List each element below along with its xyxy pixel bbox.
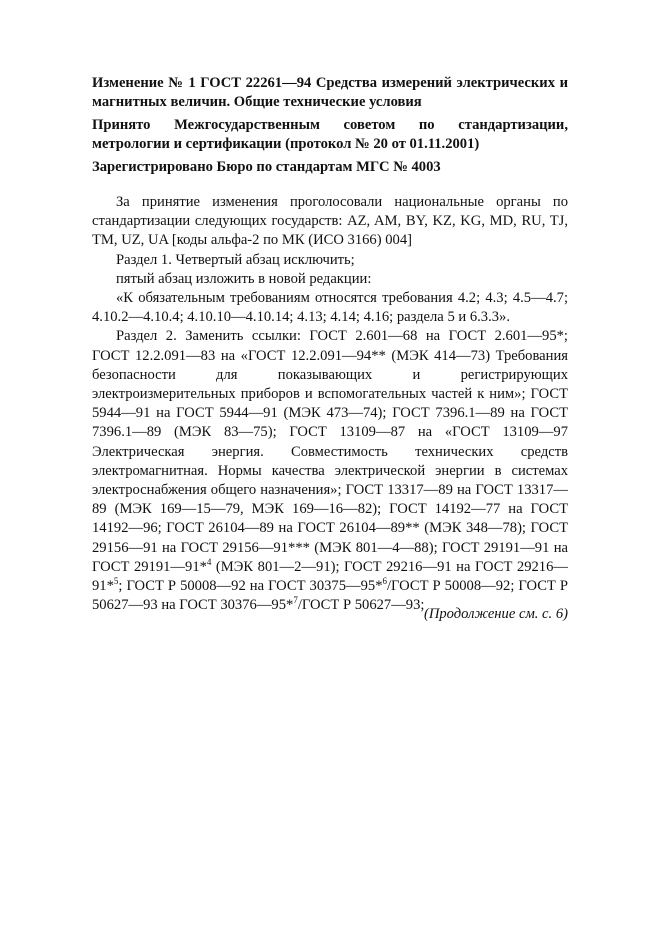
footnote-mark-5: 5 (113, 576, 119, 587)
amendment-title: Изменение № 1 ГОСТ 22261—94 Средства измерений электрических и магнитных величин. Общие технические условия (92, 75, 568, 110)
section2-text-d: /ГОСТ Р 50008—92; ГОСТ Р 50627—93 на ГОСТ 30376—95* (92, 578, 568, 614)
paragraph-quote: «К обязательным требованиям относятся требования 4.2; 4.3; 4.5—4.7; 4.10.2—4.10.4; 4.10.10—4.10.14; 4.13; 4.14; 4.16; раздела 5 и 6.3.3». (92, 290, 568, 326)
section2-text-e: /ГОСТ Р 50627—93; (297, 597, 425, 614)
continuation-note: (Продолжение см. с. 6) (423, 606, 568, 622)
registration-note: Зарегистрировано Бюро по стандартам МГС № 4003 (92, 159, 441, 175)
section2-text-a: Раздел 2. Заменить ссылки: ГОСТ 2.601—68 на ГОСТ 2.601—95*; ГОСТ 12.2.091—83 на «ГОСТ 12.2.091—94** (МЭК 414—73) Требования безопасности для показывающих и регистрирующих электроизмерительных приборов и вспомогательных частей к ним»; ГОСТ 5944—91 на ГОСТ 5944—91 (МЭК 473—74); ГОСТ 7396.1—89 на ГОСТ 7396.1—89 (МЭК 83—75); ГОСТ 13109—87 на «ГОСТ 13109—97 Электрическая энергия. Совместимость технических средств электромагнитная. Нормы качества электрической энергии в системах электроснабжения общего назначения»; ГОСТ 13317—89 на ГОСТ 13317—89 (МЭК 169—15—79, МЭК 169—16—82); ГОСТ 14192—77 на ГОСТ 14192—96; ГОСТ 26104—89 на ГОСТ 26104—89** (МЭК 348—78); ГОСТ 29156—91 на ГОСТ 29156—91*** (МЭК 801—4—88); ГОСТ 29191—91 на ГОСТ 29191—91* (92, 328, 568, 575)
paragraph-section2 (92, 327, 568, 615)
amendment-body (92, 193, 568, 615)
paragraph-section1: Раздел 1. Четвертый абзац исключить; (116, 251, 355, 268)
footnote-mark-6: 6 (382, 576, 387, 587)
section2-text-c: ; ГОСТ Р 50008—92 на ГОСТ 30375—95* (118, 578, 383, 595)
adoption-note: Принято Межгосударственным советом по стандартизации, метрологии и сертификации (протокол № 20 от 01.11.2001) (92, 117, 568, 152)
paragraph-voting: За принятие изменения проголосовали национальные органы по стандартизации следующих государств: AZ, AM, BY, KZ, KG, MD, RU, TJ, TM, UZ, UA [коды альфа-2 по МК (ИСО 3166) 004] (92, 194, 568, 249)
footnote-mark-7: 7 (293, 595, 298, 606)
document-page (92, 74, 568, 615)
paragraph-fifth: пятый абзац изложить в новой редакции: (116, 270, 372, 287)
section2-text-b: (МЭК 801—2—91); ГОСТ 29216—91 на ГОСТ 29216—91* (92, 558, 568, 595)
footnote-mark-4: 4 (206, 557, 212, 567)
